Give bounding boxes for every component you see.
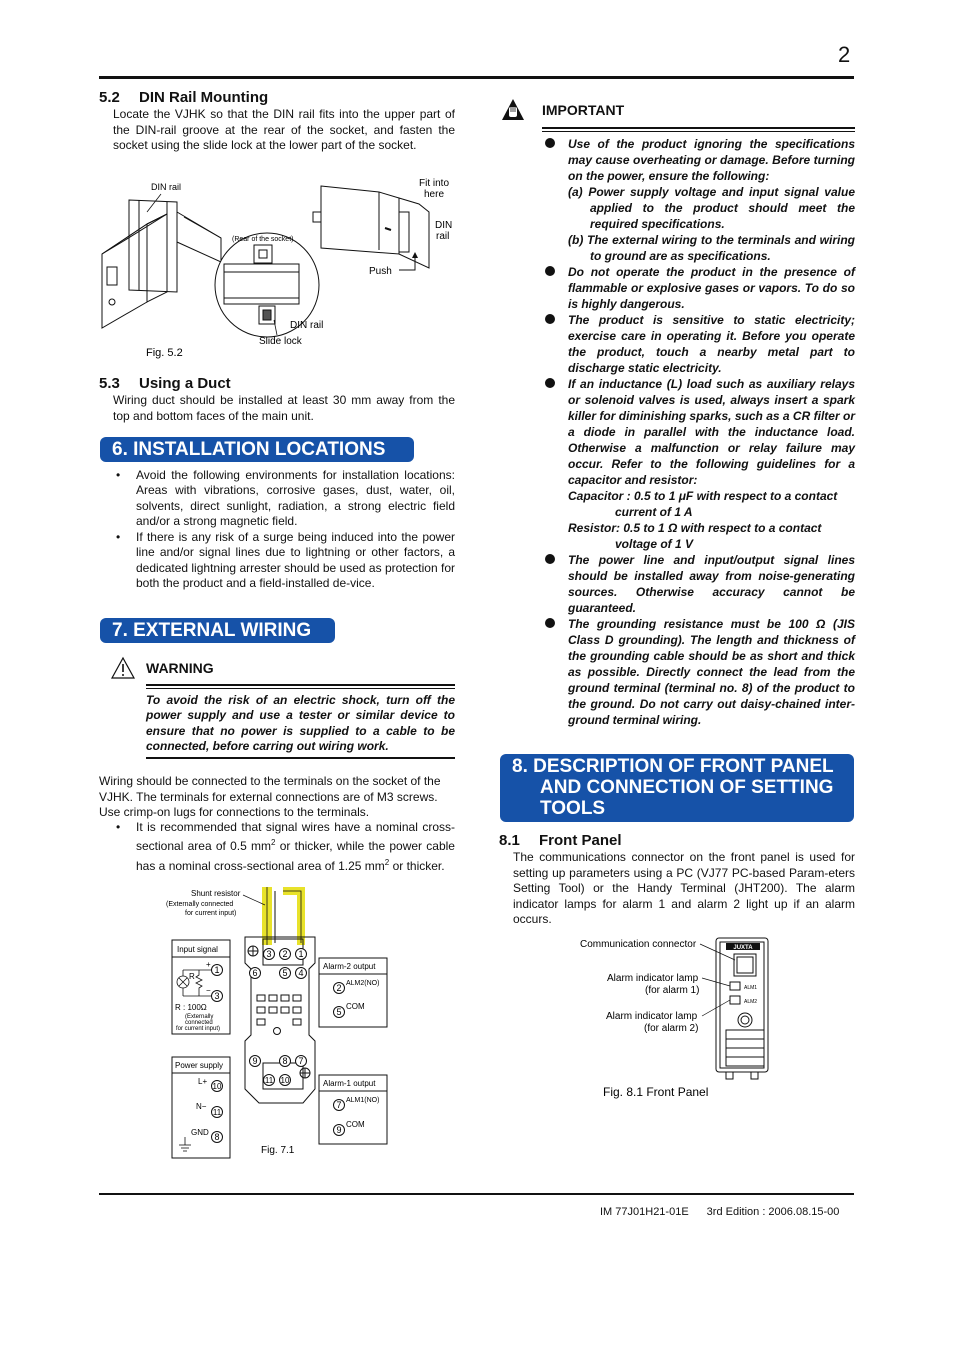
terminal-number: 2 — [282, 949, 288, 959]
section-number: 5.2 — [99, 89, 120, 106]
side-unit-drawing — [313, 186, 429, 268]
socket-terminals — [250, 949, 307, 1086]
label-minus: − — [206, 986, 211, 995]
section-title: Front Panel — [539, 832, 622, 849]
section-8-title-line: AND CONNECTION OF SETTING — [540, 777, 834, 798]
section-6-banner: 6. INSTALLATION LOCATIONS — [100, 437, 414, 462]
resistor-guideline: Resistor: 0.5 to 1 Ω with respect to a contact voltage of 1 V — [568, 521, 822, 551]
label-n-minus: N− — [196, 1102, 207, 1111]
terminal-number: 3 — [214, 991, 220, 1001]
terminal-number: 8 — [214, 1132, 220, 1142]
important-item-6: The grounding resistance must be 100 Ω (JIS Class D grounding). The length and thickness of the grounding cable should be as short and thick as possible. Directly connect the lead from the ground terminal (terminal no. 8) of the product to the ground. Do not carry out daisy-chained inter-ground terminal wiring. — [568, 617, 855, 727]
warning-icon — [110, 656, 136, 680]
important-item-2: Do not operate the product in the presence of flammable or explosive gases or vapors. To do so is highly dangerous. — [568, 265, 855, 311]
terminal-number: 5 — [336, 1007, 342, 1017]
label-r: R — [189, 972, 195, 981]
important-hand-icon — [501, 98, 525, 122]
wiring-figure — [163, 883, 393, 1161]
label-alm1: ALM1 — [744, 985, 758, 991]
label-ext-1: (Externally — [185, 1014, 214, 1020]
fig-8-1-caption: Fig. 8.1 Front Panel — [603, 1085, 709, 1099]
label-fit-into: Fit into — [419, 178, 450, 189]
terminal-number: 6 — [252, 968, 258, 978]
terminal-number: 2 — [336, 983, 342, 993]
list-item — [545, 136, 855, 264]
label-alarm-1-output: Alarm-1 output — [323, 1079, 376, 1088]
section-5-3-heading — [99, 375, 231, 392]
list-item — [545, 616, 855, 728]
superscript: 2 — [384, 857, 390, 867]
wire-size-text-c: or thicker. — [389, 858, 445, 873]
page-number: 2 — [838, 42, 851, 67]
label-rail: rail — [436, 231, 450, 242]
terminal-number: 9 — [336, 1125, 342, 1135]
label-r-value: R : 100Ω — [175, 1003, 207, 1012]
section-7-banner: 7. EXTERNAL WIRING — [100, 618, 335, 643]
important-item-1: Use of the product ignoring the specifications may cause overheating or damage. Before turning on the power, ensure the following: — [568, 137, 855, 183]
terminal-number: 10 — [280, 1076, 290, 1085]
important-label: IMPORTANT — [542, 102, 625, 118]
section-5-2-heading — [99, 89, 268, 106]
panel-logo: JUXTA — [733, 945, 753, 951]
label-alarm-lamp-1: Alarm indicator lamp — [607, 973, 699, 984]
label-communication-connector: Communication connector — [580, 939, 697, 950]
warning-box-inner — [146, 688, 455, 757]
section-title: DIN Rail Mounting — [139, 89, 269, 106]
list-item: • Avoid the following environments for installation locations: Areas with vibrations, corrosive gases, dust, water, oil, solvents, direct sunlight, radiation, a strong electric field and/or a strong magnetic field. — [114, 468, 455, 529]
label-ext-2: connected — [185, 1020, 213, 1026]
important-item-1a: (a) Power supply voltage and input signal value applied to the product should meet the required specifications. — [568, 185, 855, 231]
socket-unit-drawing — [102, 200, 221, 328]
section-number: 5.3 — [99, 375, 120, 392]
label-alarm-lamp-2: Alarm indicator lamp — [606, 1011, 698, 1022]
label-alm2: ALM2 — [744, 999, 758, 1005]
section-8-banner — [500, 754, 854, 822]
front-panel-figure — [578, 934, 778, 1104]
terminal-number: 7 — [298, 1056, 304, 1066]
important-item-3: The product is sensitive to static electricity; exercise care in operating it. Before you operate the product, touch a nearby metal part to discharge static electricity. — [568, 313, 855, 375]
warning-text: To avoid the risk of an electric shock, turn off the power supply and use a tester or similar device to ensure that no power is supplied to a cable to be connected, before carring out wiring work. — [146, 693, 455, 753]
footer-doc-id: IM 77J01H21-01E — [600, 1206, 689, 1218]
label-alm2-no: ALM2(NO) — [346, 980, 380, 987]
footer — [600, 1206, 839, 1218]
label-push: Push — [369, 266, 392, 277]
bullet-dot — [545, 618, 555, 628]
label-alarm-2-output: Alarm-2 output — [323, 962, 376, 971]
warning-label: WARNING — [146, 660, 214, 676]
label-shunt-note-1: (Externally connected — [166, 901, 234, 908]
label-slide-lock: Slide lock — [259, 336, 302, 347]
section-8-title-line: TOOLS — [540, 798, 606, 819]
label-shunt-note-2: for current input) — [185, 910, 237, 917]
bullet-dot — [545, 314, 555, 324]
terminal-number: 3 — [266, 949, 272, 959]
terminal-number: 9 — [252, 1056, 258, 1066]
label-din-rail-left: DIN rail — [151, 182, 182, 192]
wire-size-text-b: or thicker, while the power cable has a nominal cross-sectional area of 1.25 mm — [136, 839, 455, 873]
label-com: COM — [346, 1120, 365, 1129]
important-item-4: If an inductance (L) load such as auxiliary relays or solenoid valves is used, always insert a spark killer for diminishing sparks, such as a CR filter or a diode in parallel with the inductance load. Otherwise a malfunction or relay failure may occur. Refer to the following guidelines for a capacitor and resistor: — [568, 377, 855, 487]
section-8-title-line: 8. DESCRIPTION OF FRONT PANEL — [512, 756, 834, 777]
capacitor-guideline: Capacitor : 0.5 to 1 μF with respect to a contact current of 1 A — [568, 489, 838, 519]
section-5-3-text: Wiring duct should be installed at least 30 mm away from the top and bottom faces of the main unit. — [113, 393, 455, 423]
section-8-1-text: The communications connector on the front panel is used for setting up parameters using a PC (VJ77 PC-based Param-eters Setting Tool) or the Handy Terminal (JHT200). The alarm indicator lamps for alarm 1 and alarm 2 light up if an alarm occurs. — [513, 850, 855, 926]
section-title: Using a Duct — [139, 375, 231, 392]
gnd-symbol — [179, 1137, 191, 1151]
terminal-number: 4 — [298, 968, 304, 978]
label-ext-3: for current input) — [176, 1026, 221, 1032]
section-8-1-heading — [499, 832, 622, 849]
label-l-plus: L+ — [198, 1077, 208, 1086]
terminal-number: 5 — [282, 968, 288, 978]
fig-5-2-caption: Fig. 5.2 — [146, 347, 183, 359]
label-input-signal: Input signal — [177, 945, 218, 954]
section-7-list — [114, 820, 455, 875]
bullet-dot — [545, 138, 555, 148]
bullet-dot — [545, 554, 555, 564]
list-item — [114, 820, 455, 874]
superscript: 2 — [271, 838, 276, 848]
bullet-dot — [545, 378, 555, 388]
important-item-5: The power line and input/output signal lines should be installed away from noise-generating sources. Otherwise accuracy cannot be guaranteed. — [568, 553, 855, 615]
label-alm1-no: ALM1(NO) — [346, 1097, 380, 1104]
terminal-number: 1 — [214, 965, 220, 975]
terminal-number: 1 — [298, 949, 304, 959]
important-item-1b: (b) The external wiring to the terminals and wiring to ground are as specifications. — [568, 233, 855, 263]
section-5-2-text: Locate the VJHK so that the DIN rail fits into the upper part of the DIN-rail groove at the rear of the socket, and fasten the socket using the slide lock at the lower part of the socket. — [113, 107, 455, 152]
terminal-number: 8 — [282, 1056, 288, 1066]
label-com: COM — [346, 1002, 365, 1011]
terminal-number: 11 — [212, 1108, 222, 1117]
label-din: DIN — [435, 220, 453, 231]
fig-7-1-caption: Fig. 7.1 — [261, 1145, 295, 1156]
bullet-dot — [545, 266, 555, 276]
top-rule — [99, 76, 854, 79]
wire-size-text-a: It is recommended that signal wires have a nominal cross-sectional area of 0.5 mm — [136, 820, 455, 854]
bottom-rule — [99, 1193, 854, 1195]
label-plus: + — [206, 960, 211, 969]
label-power-supply: Power supply — [175, 1061, 224, 1070]
label-alarm-lamp-2-note: (for alarm 2) — [644, 1023, 699, 1034]
terminal-number: 10 — [212, 1082, 222, 1091]
label-rear-of-socket: (Rear of the socket) — [232, 236, 294, 243]
terminal-number: 7 — [336, 1100, 342, 1110]
din-rail-figure — [99, 172, 459, 360]
important-rule-inner — [542, 131, 855, 132]
section-7-text: Wiring should be connected to the terminals on the socket of the VJHK. The terminals for external connections are of M3 screws. Use crimp-on lugs for connections to the terminals. — [99, 774, 441, 819]
label-din-rail-bottom: DIN rail — [290, 320, 324, 331]
list-item — [545, 376, 855, 552]
footer-edition: 3rd Edition : 2006.08.15-00 — [706, 1206, 840, 1218]
front-panel-body — [716, 938, 768, 1079]
section-number: 8.1 — [499, 832, 520, 849]
list-item: • If there is any risk of a surge being induced into the power line and/or signal lines due to lightning or other factors, a dedicated lightning arrester should be used as protection for both the product and a field-installed de-vice. — [114, 530, 455, 591]
label-gnd: GND — [191, 1128, 209, 1137]
label-shunt-resistor: Shunt resistor — [191, 889, 241, 898]
terminal-number: 11 — [264, 1076, 274, 1085]
important-rule-top — [542, 127, 855, 129]
important-list — [545, 136, 855, 728]
label-here: here — [424, 189, 445, 200]
warning-box — [146, 684, 455, 759]
shunt-wires — [267, 887, 301, 945]
list-item — [545, 552, 855, 616]
list-item — [545, 264, 855, 312]
label-alarm-lamp-1-note: (for alarm 1) — [645, 985, 700, 996]
section-6-list — [114, 468, 455, 592]
list-item — [545, 312, 855, 376]
